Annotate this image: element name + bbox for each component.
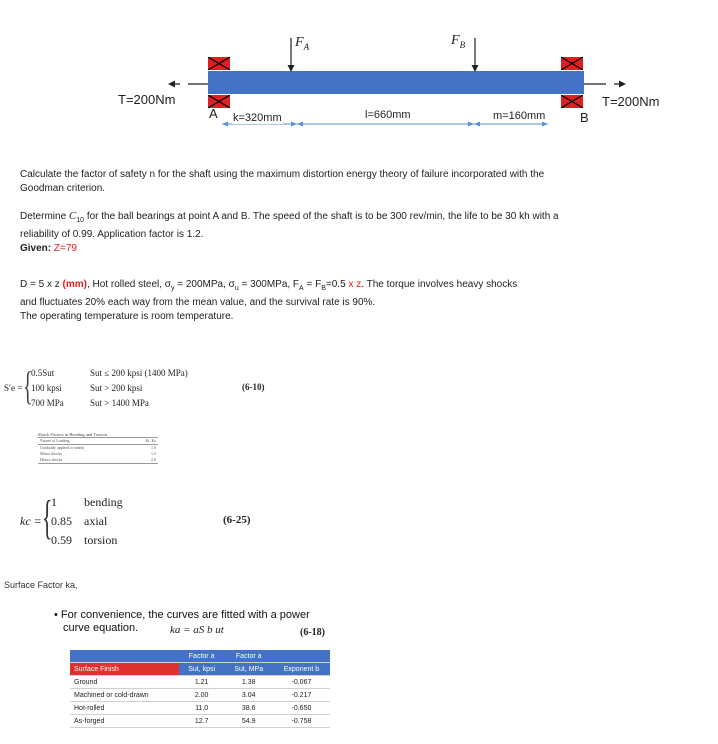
eq625-lhs: kc =	[20, 514, 42, 528]
sf-kpsi: 12.7	[179, 715, 225, 728]
surface-finish-table	[70, 650, 330, 728]
eq625-value-2: 0.85	[51, 514, 72, 528]
shock-row-value: 1.0	[151, 445, 156, 450]
shock-row-label: Gradually applied or steady	[40, 445, 85, 450]
given-data	[20, 278, 710, 324]
dim-k-label: k=320mm	[233, 112, 282, 124]
sf-header-finish: Surface Finish	[70, 663, 179, 676]
shock-row-label: Minor shocks	[40, 451, 62, 456]
surface-factor-heading: Surface Factor ka,	[4, 580, 78, 590]
shock-row-label: Heavy shocks	[40, 457, 63, 462]
sf-header-factor-kpsi: Factor a	[179, 650, 225, 663]
dim-m-label: m=160mm	[493, 110, 546, 122]
eq610-brace: {	[23, 363, 33, 408]
given-data-line-1: D = 5 x z (mm), Hot rolled steel, $\sigma_y = 200MPa$, $\sigma_u = 300MPa$, $F_A = F_B=0.5$ x z. The torque involves heavy shocks	[20, 279, 518, 292]
sf-header-exponent: Exponent b	[273, 663, 330, 676]
eq625-value-1: 1	[51, 495, 57, 509]
sf-header-kpsi: Sut, kpsi	[179, 663, 225, 676]
given-data-line-3: The operating temperature is room temperature.	[20, 311, 234, 322]
sf-kpsi: 1.21	[179, 676, 225, 689]
bearing-a-top	[208, 57, 230, 70]
eq610-case-2: 100 kpsi	[31, 383, 62, 393]
eq610-range-2: Sut > 200 kpsi	[90, 383, 143, 393]
determine-line-2: reliability of 0.99. Application factor is 1.2.	[20, 229, 204, 240]
sf-finish: Ground	[70, 676, 179, 689]
bearing-b-top	[561, 57, 583, 70]
eq625-number: (6-25)	[223, 514, 251, 526]
shock-factor-table	[38, 432, 158, 464]
sf-finish: As-forged	[70, 715, 179, 728]
problem-statement	[20, 168, 700, 196]
surface-bullet-line-2: curve equation.	[63, 622, 139, 634]
shock-col-nature: Nature of Loading	[40, 438, 70, 443]
point-b-label: B	[580, 110, 589, 125]
shock-col-factor: Kt, Ks	[145, 438, 156, 443]
surface-equation	[170, 624, 224, 636]
eq610-case-1: 0.5Sut	[31, 368, 55, 378]
sf-mpa: 54.9	[225, 715, 273, 728]
sf-header-blank-2	[273, 650, 330, 663]
shock-row-value: 2.0	[151, 457, 156, 462]
sf-kpsi: 2.00	[179, 689, 225, 702]
table-row	[70, 689, 330, 702]
sf-exponent: -0.650	[273, 702, 330, 715]
eq625-brace: {	[42, 491, 53, 544]
shaft-diagram	[0, 0, 718, 130]
sf-finish: Machined or cold-drawn	[70, 689, 179, 702]
problem-line-2: Goodman criterion.	[20, 183, 106, 194]
determine-statement	[20, 209, 710, 256]
surface-eq-text: ka = aS b ut	[170, 624, 224, 636]
sf-header-factor-mpa: Factor a	[225, 650, 273, 663]
sf-exponent: -0.217	[273, 689, 330, 702]
point-a-label: A	[209, 106, 218, 121]
sf-exponent: -0.758	[273, 715, 330, 728]
force-label-b: $F_B$	[451, 33, 466, 50]
sf-mpa: 3.04	[225, 689, 273, 702]
sf-finish: Hot-rolled	[70, 702, 179, 715]
problem-line-1: Calculate the factor of safety n for the shaft using the maximum distortion energy theory of failure incorporated with the	[20, 169, 545, 180]
torque-label-right: T=200Nm	[602, 94, 660, 109]
sf-mpa: 38.6	[225, 702, 273, 715]
eq625-value-3: 0.59	[51, 533, 72, 547]
torque-arrow-right	[584, 77, 626, 95]
table-row	[70, 702, 330, 715]
given-line: Given: Z=79	[20, 243, 77, 254]
dim-l-label: l=660mm	[365, 109, 411, 121]
surface-bullet	[54, 608, 310, 622]
surface-eq-number: (6-18)	[300, 627, 325, 638]
eq610-range-3: Sut > 1400 MPa	[90, 398, 149, 408]
sf-exponent: -0.067	[273, 676, 330, 689]
sf-mpa: 1.38	[225, 676, 273, 689]
eq610-range-1: Sut ≤ 200 kpsi (1400 MPa)	[90, 368, 188, 378]
eq610-case-3: 700 MPa	[31, 398, 64, 408]
determine-line-1: Determine $C_{10}$ for the ball bearings at point A and B. The speed of the shaft is to be 300 rev/min, the life to be 30 kh with a	[20, 210, 559, 224]
bearing-b-bottom	[561, 95, 583, 108]
eq610-lhs: S′e =	[4, 383, 23, 393]
force-arrow-b	[469, 38, 481, 77]
torque-label-left: T=200Nm	[118, 92, 176, 107]
sf-header-mpa: Sut, MPa	[225, 663, 273, 676]
eq625-type-1: bending	[84, 495, 123, 509]
bullet-dot: •	[54, 609, 58, 621]
force-label-a: $F_A$	[295, 35, 310, 52]
table-row	[70, 676, 330, 689]
sf-kpsi: 11.0	[179, 702, 225, 715]
shock-table-title: Shock Factors in Bending and Torsion	[38, 432, 107, 437]
given-data-line-2: and fluctuates 20% each way from the mean value, and the survival rate is 90%.	[20, 297, 376, 308]
table-row	[70, 715, 330, 728]
eq625-type-3: torsion	[84, 533, 118, 547]
sf-header-blank	[70, 650, 179, 663]
shock-row-value: 1.5	[151, 451, 156, 456]
eq625-type-2: axial	[84, 514, 108, 528]
eq610-number: (6-10)	[242, 382, 265, 392]
shaft-beam	[208, 71, 584, 94]
surface-bullet-text: For convenience, the curves are fitted with a power	[60, 609, 310, 621]
